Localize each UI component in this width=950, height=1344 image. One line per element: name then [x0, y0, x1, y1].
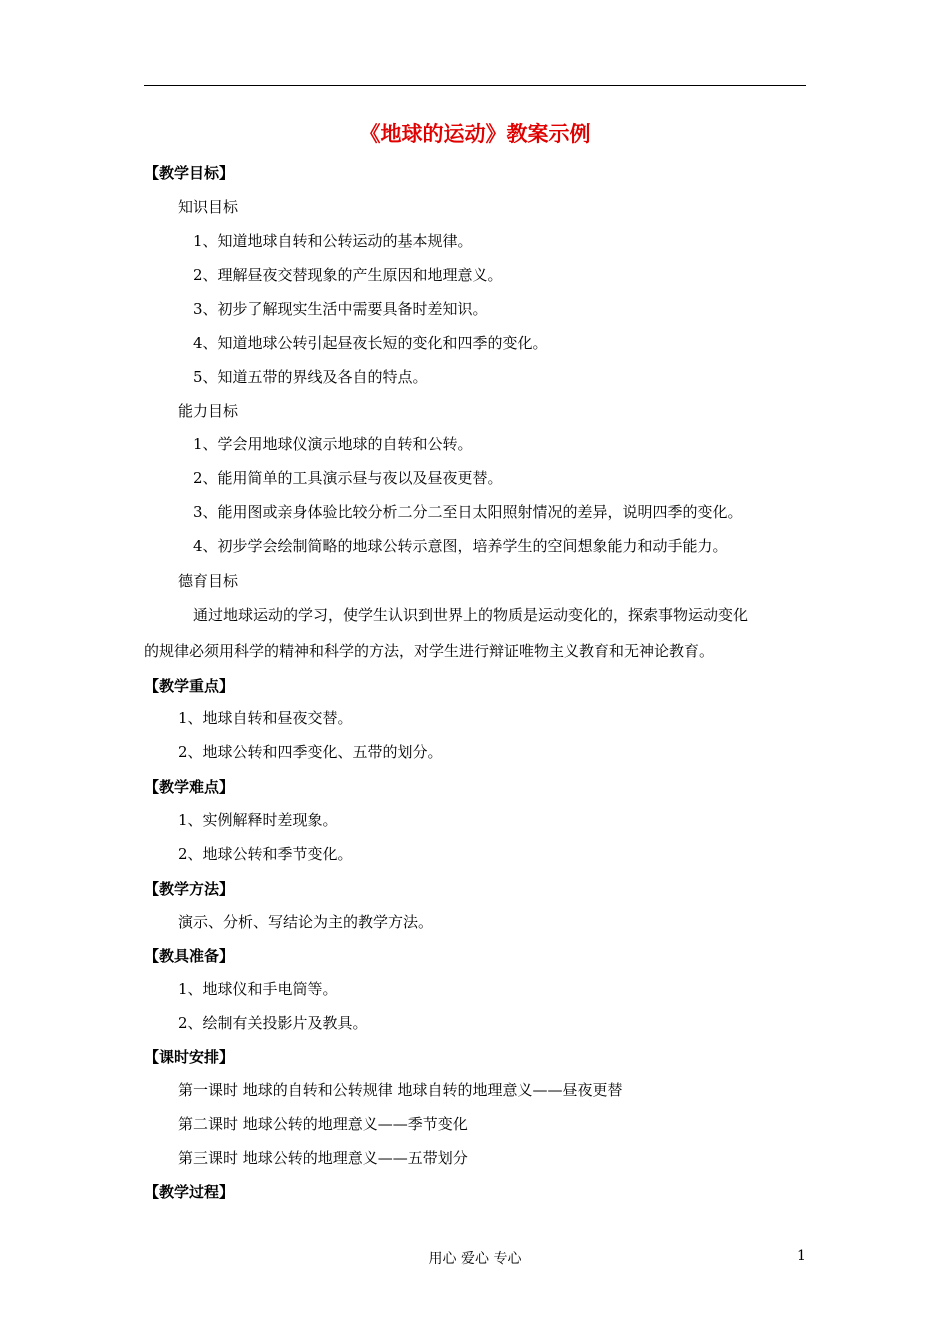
- moral-paragraph-line-1: 通过地球运动的学习，使学生认识到世界上的物质是运动变化的，探索事物运动变化: [193, 606, 749, 624]
- list-item: 1、实例解释时差现象。: [178, 811, 338, 829]
- list-item: 2、理解昼夜交替现象的产生原因和地理意义。: [193, 266, 503, 284]
- section-heading-tools: 【教具准备】: [144, 947, 235, 965]
- section-heading-goals: 【教学目标】: [144, 164, 235, 182]
- section-heading-process: 【教学过程】: [144, 1183, 235, 1201]
- section-heading-difficulties: 【教学难点】: [144, 778, 235, 796]
- list-item: 3、能用图或亲身体验比较分析二分二至日太阳照射情况的差异，说明四季的变化。: [193, 503, 743, 521]
- section-heading-schedule: 【课时安排】: [144, 1048, 235, 1066]
- list-item: 2、地球公转和季节变化。: [178, 845, 353, 863]
- ability-goals-label: 能力目标: [178, 402, 239, 420]
- list-item: 2、地球公转和四季变化、五带的划分。: [178, 743, 443, 761]
- list-item: 第一课时 地球的自转和公转规律 地球自转的地理意义——昼夜更替: [178, 1081, 623, 1099]
- moral-paragraph-line-2: 的规律必须用科学的精神和科学的方法，对学生进行辩证唯物主义教育和无神论教育。: [144, 642, 715, 660]
- list-item: 演示、分析、写结论为主的教学方法。: [178, 913, 434, 931]
- list-item: 1、知道地球自转和公转运动的基本规律。: [193, 232, 473, 250]
- moral-goals-label: 德育目标: [178, 572, 239, 590]
- section-heading-methods: 【教学方法】: [144, 880, 235, 898]
- header-rule: [144, 85, 806, 86]
- list-item: 4、初步学会绘制简略的地球公转示意图，培养学生的空间想象能力和动手能力。: [193, 537, 728, 555]
- list-item: 2、能用简单的工具演示昼与夜以及昼夜更替。: [193, 469, 503, 487]
- section-heading-key-points: 【教学重点】: [144, 677, 235, 695]
- list-item: 1、地球仪和手电筒等。: [178, 980, 338, 998]
- list-item: 第二课时 地球公转的地理意义——季节变化: [178, 1115, 468, 1133]
- list-item: 第三课时 地球公转的地理意义——五带划分: [178, 1149, 468, 1167]
- footer-motto: 用心 爱心 专心: [428, 1251, 522, 1267]
- list-item: 5、知道五带的界线及各自的特点。: [193, 368, 428, 386]
- list-item: 2、绘制有关投影片及教具。: [178, 1014, 368, 1032]
- list-item: 4、知道地球公转引起昼夜长短的变化和四季的变化。: [193, 334, 548, 352]
- list-item: 1、地球自转和昼夜交替。: [178, 709, 353, 727]
- knowledge-goals-label: 知识目标: [178, 198, 239, 216]
- list-item: 1、学会用地球仪演示地球的自转和公转。: [193, 435, 473, 453]
- document-title: 《地球的运动》教案示例: [359, 122, 591, 146]
- list-item: 3、初步了解现实生活中需要具备时差知识。: [193, 300, 488, 318]
- page-number: 1: [797, 1248, 806, 1264]
